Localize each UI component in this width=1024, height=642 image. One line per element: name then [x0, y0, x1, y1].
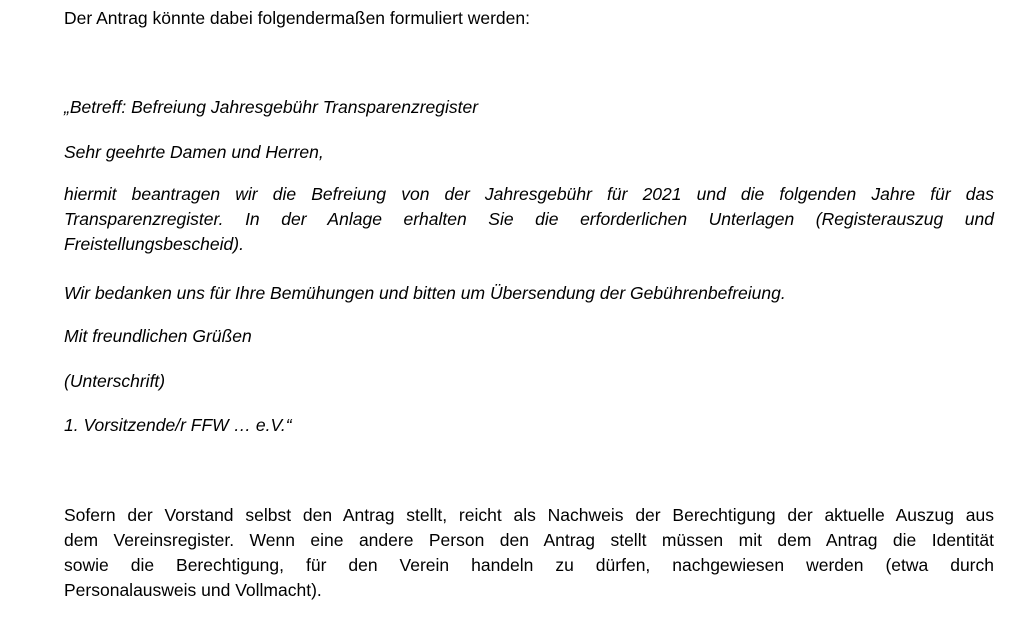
letter-closing [64, 324, 994, 349]
body-line: Transparenzregister. In der Anlage erhalten Sie die erforderlichen Unterlagen (Registerauszug und [64, 209, 994, 229]
intro-text [64, 6, 994, 31]
letter-thanks [64, 281, 994, 306]
note-paragraph [64, 503, 994, 603]
thanks-line: Wir bedanken uns für Ihre Bemühungen und bitten um Übersendung der Gebührenbefreiung. [64, 283, 786, 303]
body-line: hiermit beantragen wir die Befreiung von der Jahresgebühr für 2021 und die folgenden Jahre für das [64, 184, 994, 204]
signer-line: 1. Vorsitzende/r FFW … e.V.“ [64, 415, 292, 435]
signature-line: (Unterschrift) [64, 371, 166, 391]
note-line: Sofern der Vorstand selbst den Antrag stellt, reicht als Nachweis der Berechtigung der aktuelle Auszug aus [64, 505, 994, 525]
note-line: Personalausweis und Vollmacht). [64, 580, 322, 600]
intro-line: Der Antrag könnte dabei folgendermaßen formuliert werden: [64, 8, 530, 28]
closing-line: Mit freundlichen Grüßen [64, 326, 252, 346]
letter-salutation [64, 140, 994, 165]
note-line: sowie die Berechtigung, für den Verein handeln zu dürfen, nachgewiesen werden (etwa durch [64, 555, 994, 575]
body-line: Freistellungsbescheid). [64, 234, 244, 254]
note-line: dem Vereinsregister. Wenn eine andere Person den Antrag stellt müssen mit dem Antrag die Identität [64, 530, 994, 550]
salutation-line: Sehr geehrte Damen und Herren, [64, 142, 324, 162]
subject-line: „Betreff: Befreiung Jahresgebühr Transparenzregister [64, 97, 479, 117]
letter-body [64, 182, 994, 257]
letter-signature [64, 369, 994, 394]
letter-signer [64, 413, 994, 438]
letter-subject [64, 95, 994, 120]
